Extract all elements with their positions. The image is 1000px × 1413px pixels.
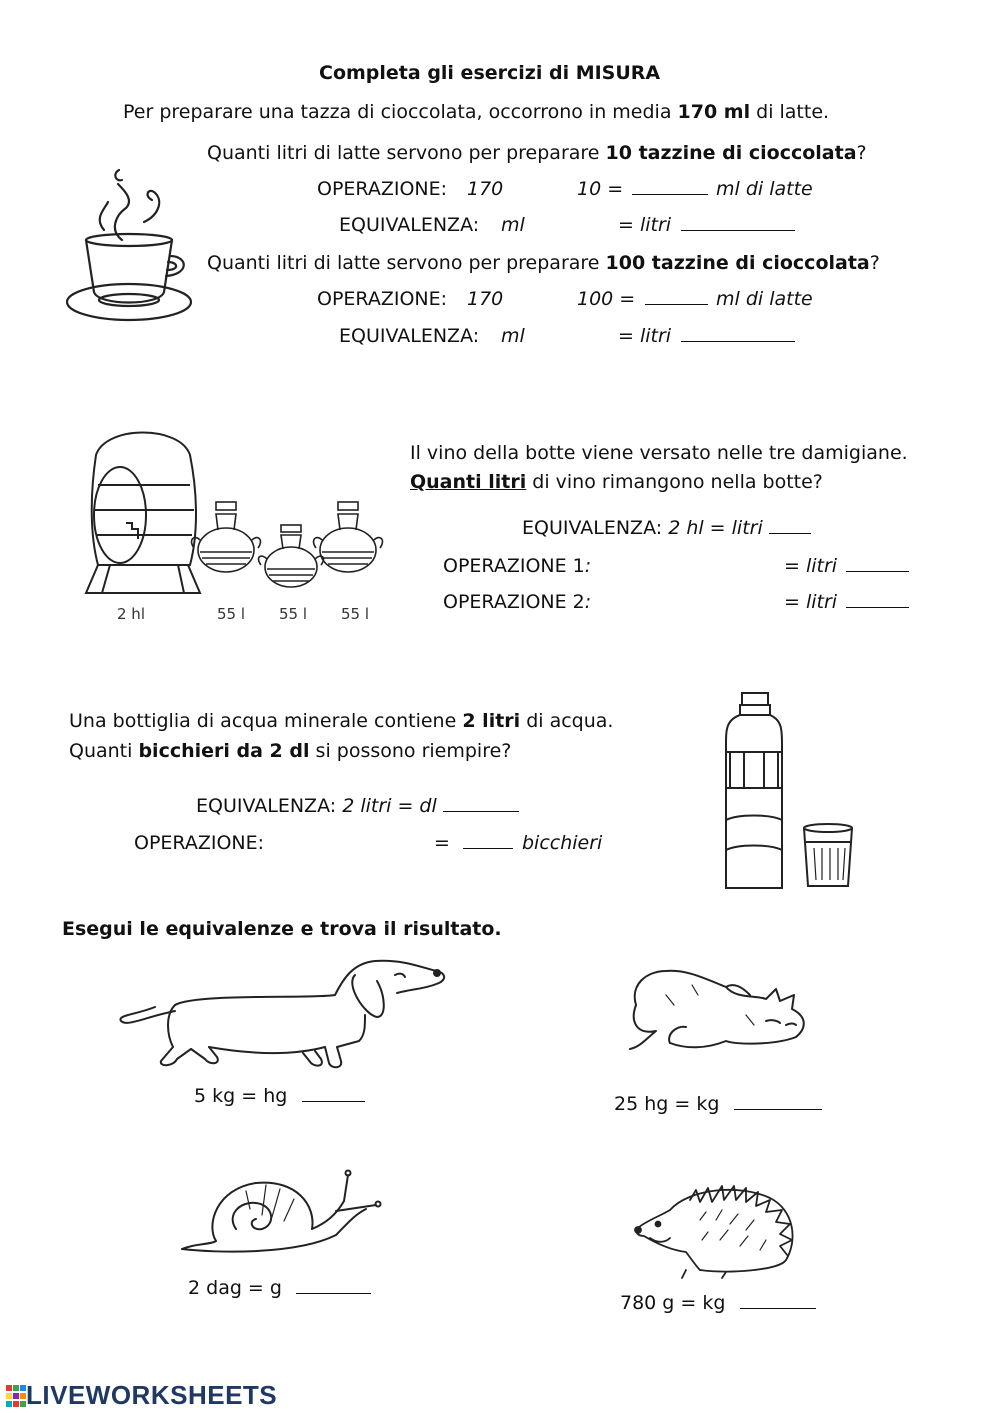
question-quantity: 10 tazzine di cioccolata: [605, 142, 857, 164]
question-quantity: 100 tazzine di cioccolata: [605, 252, 870, 274]
operation-2-value: 170: [467, 288, 504, 310]
operation-2-multiplier: 100 =: [577, 288, 636, 310]
page-title: Completa gli esercizi di MISURA: [319, 62, 661, 84]
wine-equivalence: [522, 517, 811, 540]
water-equivalence-blank[interactable]: [443, 795, 519, 812]
water-question: Quanti: [69, 740, 139, 762]
wine-operation-1-colon: :: [584, 555, 592, 577]
wine-operation-1: [443, 555, 591, 578]
chocolate-question-2: [207, 252, 880, 275]
chocolate-intro: [123, 101, 829, 124]
logo-text: LIVEWORKSHEETS: [26, 1380, 278, 1410]
wine-equivalence-label: EQUIVALENZA:: [522, 517, 669, 539]
water-equivalence-value: 2 litri = dl: [342, 795, 437, 817]
hedgehog-illustration: [630, 1180, 800, 1280]
operation-1-multiplier: 10 =: [577, 178, 624, 200]
operation-2-answer-blank[interactable]: [645, 288, 708, 305]
operation-2-unit: ml di latte: [716, 288, 813, 310]
snail-equivalence: 2 dag = g: [188, 1277, 282, 1299]
intro-amount: 170 ml: [677, 101, 751, 123]
equivalence-2-answer-blank[interactable]: [681, 325, 795, 342]
question-text: Quanti litri di latte servono per preparare: [207, 252, 606, 274]
demijohn-label-2: 55 l: [279, 605, 308, 623]
barrel-and-demijohns-illustration: [80, 415, 390, 630]
sleeping-cat-illustration: [626, 965, 811, 1055]
water-operation-unit: bicchieri: [522, 832, 603, 854]
water-equivalence: [196, 795, 519, 818]
liveworksheets-logo[interactable]: [6, 1380, 277, 1411]
snail-answer-blank[interactable]: [296, 1277, 371, 1294]
wine-equivalence-value: 2 hl = litri: [668, 517, 763, 539]
question-text: Quanti litri di latte servono per preparare: [207, 142, 606, 164]
equivalence-2-result: = litri: [618, 325, 672, 347]
chocolate-question-1: [207, 142, 867, 165]
water-operation-label: OPERAZIONE:: [134, 832, 265, 854]
hedgehog-answer-blank[interactable]: [740, 1292, 816, 1309]
operation-1-value: 170: [467, 178, 504, 200]
demijohn-label-3: 55 l: [341, 605, 370, 623]
wine-operation-2-label: OPERAZIONE 2: [443, 591, 585, 613]
glass-icon: [804, 824, 852, 886]
wine-operation-1-result: = litri: [784, 555, 838, 577]
wine-operation-2: [443, 591, 591, 614]
equivalence-2-unit: ml: [501, 325, 525, 347]
snail-illustration: [176, 1165, 386, 1260]
equivalence-1-result: = litri: [618, 214, 672, 236]
water-text: Una bottiglia di acqua minerale contiene: [69, 710, 463, 732]
hedgehog-equivalence: 780 g = kg: [620, 1292, 726, 1314]
intro-text-end: di latte.: [750, 101, 830, 123]
demijohn-icons: [192, 502, 383, 587]
water-amount: 2 litri: [462, 710, 521, 732]
barrel-icon: [86, 433, 200, 594]
wine-text-1: Il vino della botte viene versato nelle tre damigiane.: [410, 442, 908, 464]
equivalence-2-label: EQUIVALENZA:: [339, 325, 480, 347]
water-bottle-icon: [726, 693, 782, 888]
barrel-label: 2 hl: [117, 605, 145, 623]
dog-illustration: [115, 955, 450, 1075]
dog-answer-blank[interactable]: [302, 1085, 365, 1102]
water-operation-blank[interactable]: [463, 832, 513, 849]
wine-text-2: [410, 471, 823, 494]
question-mark: ?: [869, 252, 880, 274]
wine-operation-2-blank[interactable]: [846, 591, 909, 608]
demijohn-label-1: 55 l: [217, 605, 246, 623]
wine-question-text: di vino rimangono nella botte?: [526, 471, 823, 493]
wine-operation-2-result: = litri: [784, 591, 838, 613]
operation-1-label: OPERAZIONE:: [317, 178, 448, 200]
cocoa-cup-illustration: [64, 160, 194, 340]
weights-heading: Esegui le equivalenze e trova il risultato.: [62, 918, 502, 940]
water-equivalence-label: EQUIVALENZA:: [196, 795, 343, 817]
wine-question-emphasis: Quanti litri: [410, 471, 527, 493]
operation-1-unit: ml di latte: [716, 178, 813, 200]
water-glass-size: bicchieri da 2 dl: [138, 740, 310, 762]
water-text-end: di acqua.: [520, 710, 614, 732]
equivalence-1-label: EQUIVALENZA:: [339, 214, 480, 236]
equivalence-1-unit: ml: [501, 214, 525, 236]
intro-text: Per preparare una tazza di cioccolata, occorrono in media: [123, 101, 678, 123]
wine-operation-1-label: OPERAZIONE 1: [443, 555, 585, 577]
operation-1-answer-blank[interactable]: [632, 178, 708, 195]
dog-equivalence: 5 kg = hg: [194, 1085, 288, 1107]
operation-2-label: OPERAZIONE:: [317, 288, 448, 310]
wine-operation-1-blank[interactable]: [846, 555, 909, 572]
wine-equivalence-blank[interactable]: [769, 517, 811, 534]
water-operation-equals: =: [434, 832, 450, 854]
wine-operation-2-colon: :: [584, 591, 592, 613]
water-text-2: [69, 740, 511, 763]
question-mark: ?: [856, 142, 867, 164]
equivalence-1-answer-blank[interactable]: [681, 214, 795, 231]
water-text-1: [69, 710, 613, 733]
cat-equivalence: 25 hg = kg: [614, 1093, 720, 1115]
bottle-and-glass-illustration: [718, 690, 858, 895]
cat-answer-blank[interactable]: [734, 1093, 822, 1110]
logo-blocks-icon: [6, 1385, 26, 1407]
water-question-end: si possono riempire?: [309, 740, 512, 762]
